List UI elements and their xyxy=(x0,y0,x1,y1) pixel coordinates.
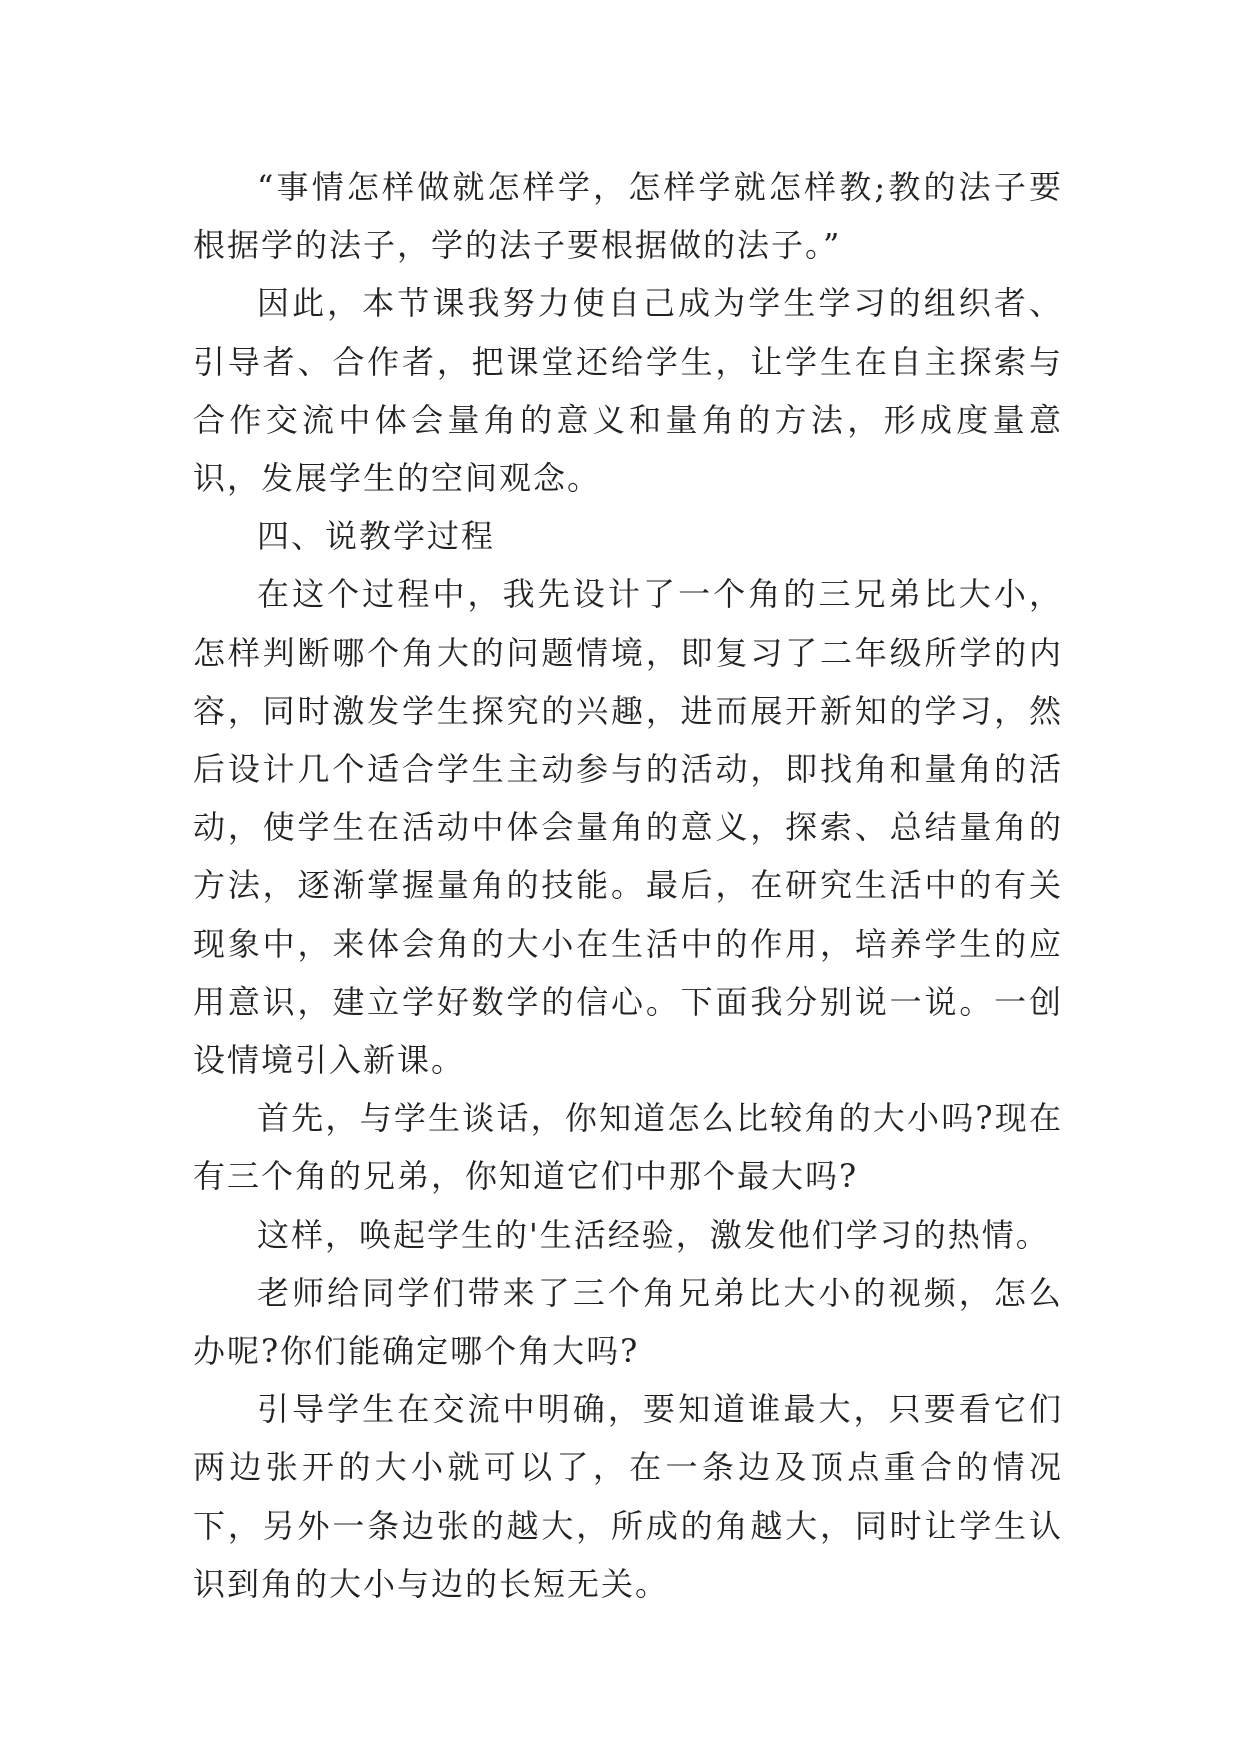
paragraph-video-question: 老师给同学们带来了三个角兄弟比大小的视频，怎么办呢?你们能确定哪个角大吗? xyxy=(193,1273,1063,1371)
paragraph-quote: “事情怎样做就怎样学，怎样学就怎样教;教的法子要根据学的法子，学的法子要根据做的法子。” xyxy=(193,168,1063,265)
paragraph-process-overview: 在这个过程中，我先设计了一个角的三兄弟比大小，怎样判断哪个角大的问题情境，即复习了二年级所学的内容，同时激发学生探究的兴趣，进而展开新知的学习，然后设计几个适合学生主动参与的活动，即找角和量角的活动，使学生在活动中体会量角的意义，探索、总结量角的方法，逐渐掌握量角的技能。最后，在研究生活中的有关现象中，来体会角的大小在生活中的作用，培养学生的应用意识，建立学好数学的信心。下面我分别说一说。一创设情境引入新课。 xyxy=(193,575,1063,1080)
paragraph-first-dialogue: 首先，与学生谈话，你知道怎么比较角的大小吗?现在有三个角的兄弟，你知道它们中那个最大吗? xyxy=(193,1099,1063,1196)
paragraph-life-experience: 这样，唤起学生的'生活经验，激发他们学习的热情。 xyxy=(257,1215,1050,1254)
document-body xyxy=(193,158,1063,1613)
paragraph-conclusion: 引导学生在交流中明确，要知道谁最大，只要看它们两边张开的大小就可以了，在一条边及顶点重合的情况下，另外一条边张的越大，所成的角越大，同时让学生认识到角的大小与边的长短无关。 xyxy=(193,1390,1063,1603)
section-heading-teaching-process: 四、说教学过程 xyxy=(257,517,496,556)
paragraph-teacher-role: 因此，本节课我努力使自己成为学生学习的组织者、引导者、合作者，把课堂还给学生，让学生在自主探索与合作交流中体会量角的意义和量角的方法，形成度量意识，发展学生的空间观念。 xyxy=(193,284,1063,498)
